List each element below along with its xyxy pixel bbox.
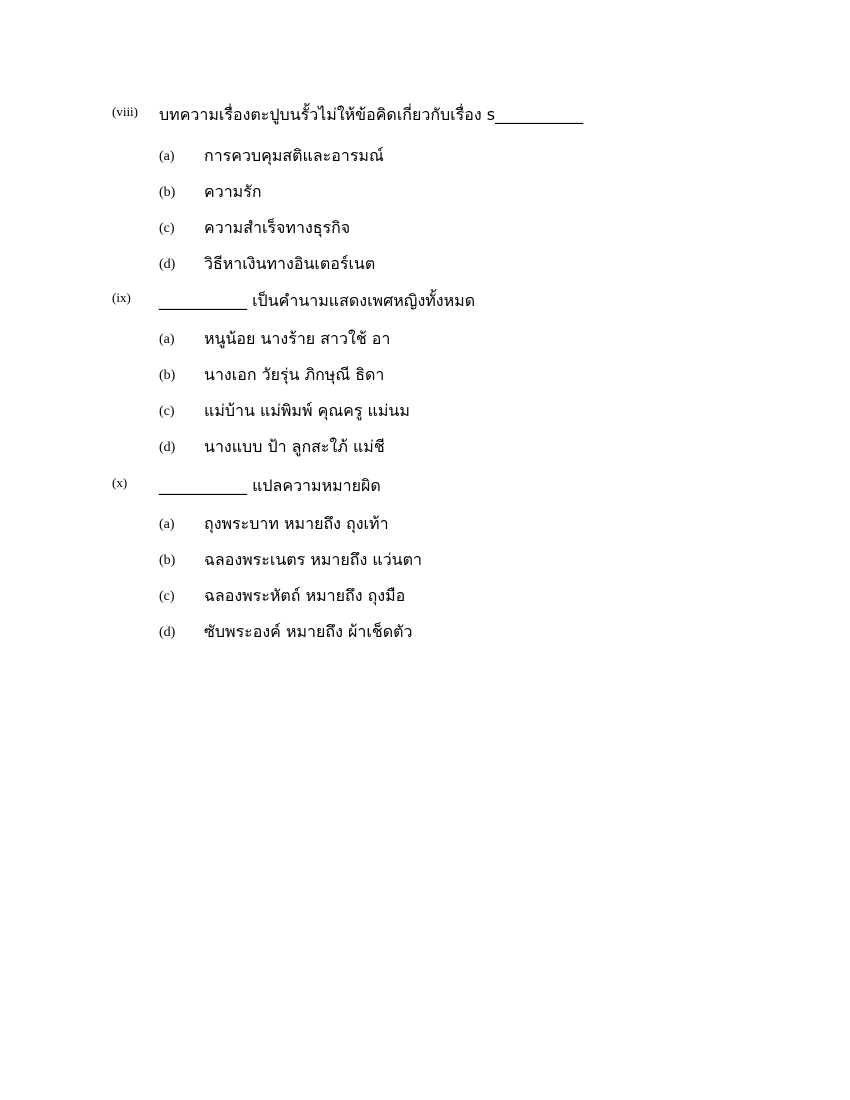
option-text: แม่บ้าน แม่พิมพ์ คุณครู แม่นม	[204, 401, 410, 420]
question-number: (viii)	[112, 104, 138, 119]
option-d	[0, 621, 850, 645]
question-text: ___________ เป็นคำนามแสดงเพศหญิงทั้งหมด	[159, 291, 476, 310]
option-a	[0, 513, 850, 537]
option-label: (a)	[159, 149, 175, 164]
option-text: ฉลองพระเนตร หมายถึง แว่นตา	[204, 550, 422, 569]
option-label: (b)	[159, 185, 176, 200]
option-d	[0, 253, 850, 277]
option-b	[0, 549, 850, 573]
option-a	[0, 145, 850, 169]
option-b	[0, 181, 850, 205]
option-label: (a)	[159, 332, 175, 347]
option-c	[0, 585, 850, 609]
option-label: (b)	[159, 368, 176, 383]
option-text: ฉลองพระหัตถ์ หมายถึง ถุงมือ	[204, 586, 406, 605]
question-number: (ix)	[112, 290, 131, 305]
option-text: การควบคุมสติและอารมณ์	[204, 146, 384, 165]
option-text: วิธีหาเงินทางอินเตอร์เนต	[204, 254, 376, 273]
option-c	[0, 400, 850, 424]
option-label: (c)	[159, 589, 175, 604]
option-label: (b)	[159, 553, 176, 568]
option-text: ความสำเร็จทางธุรกิจ	[204, 218, 351, 237]
option-label: (a)	[159, 517, 175, 532]
option-d	[0, 436, 850, 460]
option-label: (d)	[159, 257, 176, 272]
option-text: ซับพระองค์ หมายถึง ผ้าเช็ดตัว	[204, 622, 413, 641]
option-text: นางเอก วัยรุ่น ภิกษุณี ธิดา	[204, 365, 385, 384]
question-number: (x)	[112, 475, 128, 490]
option-c	[0, 217, 850, 241]
option-text: ถุงพระบาท หมายถึง ถุงเท้า	[204, 514, 389, 533]
option-text: นางแบบ ป้า ลูกสะใภ้ แม่ชี	[204, 437, 385, 456]
option-label: (d)	[159, 440, 176, 455]
option-a	[0, 328, 850, 352]
option-label: (c)	[159, 221, 175, 236]
option-b	[0, 364, 850, 388]
option-text: หนูน้อย นางร้าย สาวใช้ อา	[204, 329, 391, 348]
option-label: (d)	[159, 625, 176, 640]
option-label: (c)	[159, 404, 175, 419]
option-text: ความรัก	[204, 182, 262, 201]
question-text: บทความเรื่องตะปูบนรั้วไม่ให้ข้อคิดเกี่ยวกับเรื่อง s___________	[159, 105, 584, 124]
question-text: ___________ แปลความหมายผิด	[159, 476, 381, 495]
